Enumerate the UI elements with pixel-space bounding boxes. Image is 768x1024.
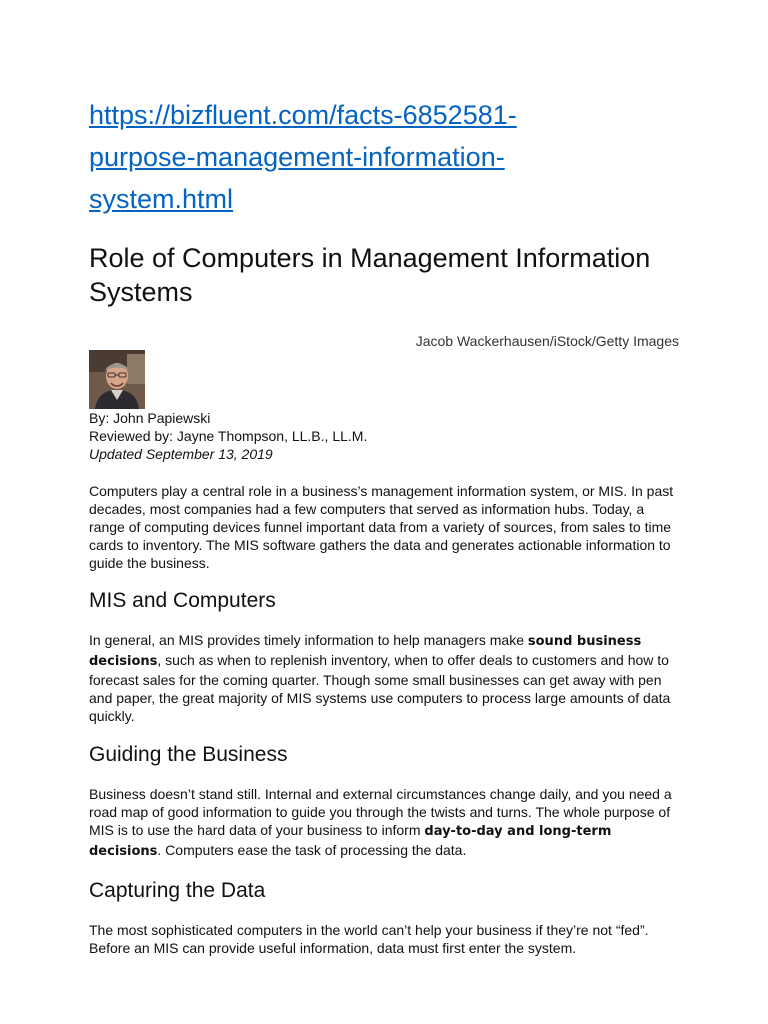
photo-credit: Jacob Wackerhausen/iStock/Getty Images xyxy=(415,333,679,349)
article-link[interactable] xyxy=(89,94,679,220)
author-photo xyxy=(89,350,145,409)
article-link-line-2[interactable]: purpose-management-information- xyxy=(89,142,505,172)
updated-date: Updated September 13, 2019 xyxy=(89,446,273,462)
author-name: By: John Papiewski xyxy=(89,410,211,426)
section-heading-mis-and-computers: MIS and Computers xyxy=(89,589,276,612)
section-paragraph-guiding-the-business xyxy=(89,785,679,861)
section-heading-guiding-the-business: Guiding the Business xyxy=(89,743,288,766)
reviewer-name: Reviewed by: Jayne Thompson, LL.B., LL.M. xyxy=(89,428,368,444)
emphasis-text: day-to-day and long-term decisions xyxy=(89,824,612,859)
section-paragraph-capturing-the-data: The most sophisticated computers in the world can’t help your business if they’re not “fed”. Before an MIS can provide useful information, data must first enter the system. xyxy=(89,922,649,956)
article-title: Role of Computers in Management Information Systems xyxy=(89,243,651,307)
article-link-line-3[interactable]: system.html xyxy=(89,184,234,214)
section-paragraph-mis-and-computers xyxy=(89,631,679,725)
paragraph-text: . Computers ease the task of processing the data. xyxy=(157,842,467,858)
paragraph-text: Business doesn’t stand still. Internal and external circumstances change daily, and you need a road map of good information to guide you through the twists and turns. The whole purpose of MIS is to use the hard data of your business to inform xyxy=(89,786,672,838)
emphasis-text: sound business decisions xyxy=(89,634,642,669)
article-link-line-1[interactable]: https://bizfluent.com/facts-6852581- xyxy=(89,100,517,130)
byline xyxy=(89,409,679,463)
article-content xyxy=(89,94,679,956)
paragraph-text: , such as when to replenish inventory, when to offer deals to customers and how to forecast sales for the coming quarter. Though some small businesses can get away with pen and paper, the great majority of MIS systems use computers to process large amounts of data quickly. xyxy=(89,652,671,724)
intro-paragraph: Computers play a central role in a business’s management information system, or MIS. In past decades, most companies had a few computers that served as information hubs. Today, a range of computing devices funnel important data from a variety of sources, from sales to time cards to inventory. The MIS software gathers the data and generates actionable information to guide the business. xyxy=(89,483,674,571)
section-heading-capturing-the-data: Capturing the Data xyxy=(89,879,266,902)
paragraph-text: In general, an MIS provides timely information to help managers make xyxy=(89,632,528,648)
